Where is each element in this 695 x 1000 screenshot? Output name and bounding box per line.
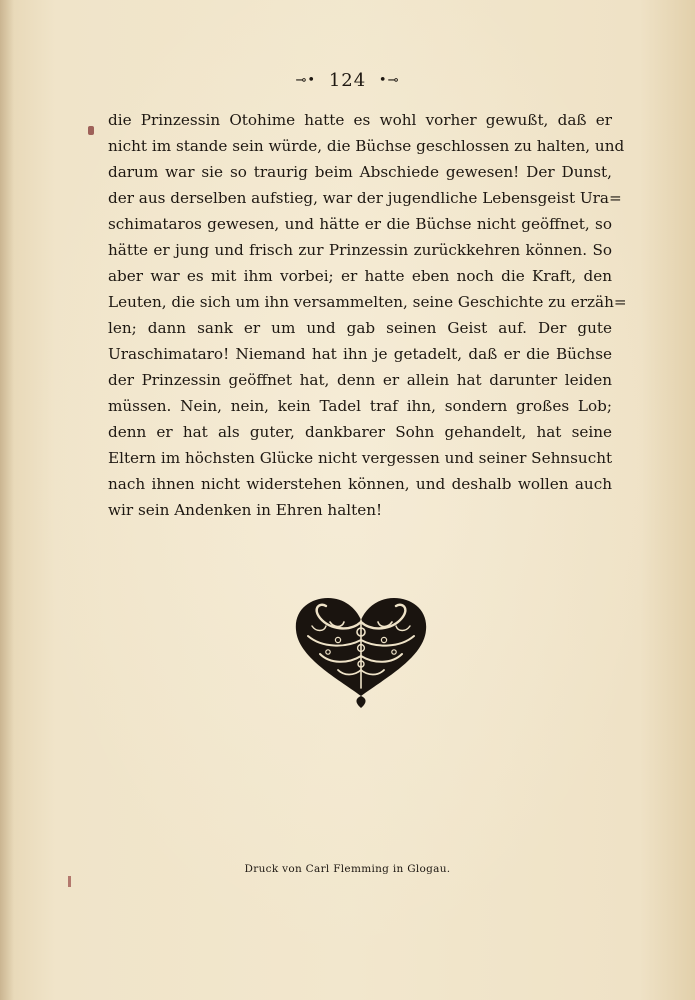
text-line: müssen. Nein, nein, kein Tadel traf ihn, sondern großes Lob; — [108, 397, 612, 415]
text-line: nach ihnen nicht widerstehen können, und deshalb wollen auch — [108, 475, 612, 493]
ink-mark — [68, 876, 71, 887]
page-number: 124 — [328, 70, 367, 91]
text-line: denn er hat als guter, dankbarer Sohn gehandelt, hat seine — [108, 423, 612, 441]
text-line: schimataros gewesen, und hätte er die Büchse nicht geöffnet, so — [108, 215, 612, 233]
text-line: die Prinzessin Otohime hatte es wohl vorher gewußt, daß er — [108, 111, 612, 129]
text-line: darum war sie so traurig beim Abschiede gewesen! Der Dunst, — [108, 163, 612, 181]
text-line: der aus derselben aufstieg, war der jugendliche Lebensgeist Ura= — [108, 189, 622, 207]
ink-mark — [88, 126, 94, 135]
text-line: Eltern im höchsten Glücke nicht vergessen und seiner Sehnsucht — [108, 449, 613, 467]
text-line: wir sein Andenken in Ehren halten! — [108, 501, 383, 519]
text-line: nicht im stande sein würde, die Büchse geschlossen zu halten, und — [108, 137, 625, 155]
page-header — [0, 70, 695, 91]
text-line: hätte er jung und frisch zur Prinzessin zurückkehren können. So — [108, 241, 612, 259]
page-edge-shadow — [0, 0, 14, 1000]
text-line: der Prinzessin geöffnet hat, denn er allein hat darunter leiden — [108, 371, 612, 389]
text-line: Leuten, die sich um ihn versammelten, seine Geschichte zu erzäh= — [108, 293, 627, 311]
text-line: len; dann sank er um und gab seinen Geist auf. Der gute — [108, 319, 612, 337]
heart-ornament-icon — [290, 592, 432, 710]
header-ornament-left: ⊸• — [295, 73, 317, 88]
body-text — [108, 107, 627, 523]
text-line: Uraschimataro! Niemand hat ihn je getadelt, daß er die Büchse — [108, 345, 612, 363]
text-line: aber war es mit ihm vorbei; er hatte eben noch die Kraft, den — [108, 267, 612, 285]
header-ornament-right: •⊸ — [378, 73, 400, 88]
printer-imprint: Druck von Carl Flemming in Glogau. — [244, 863, 451, 875]
